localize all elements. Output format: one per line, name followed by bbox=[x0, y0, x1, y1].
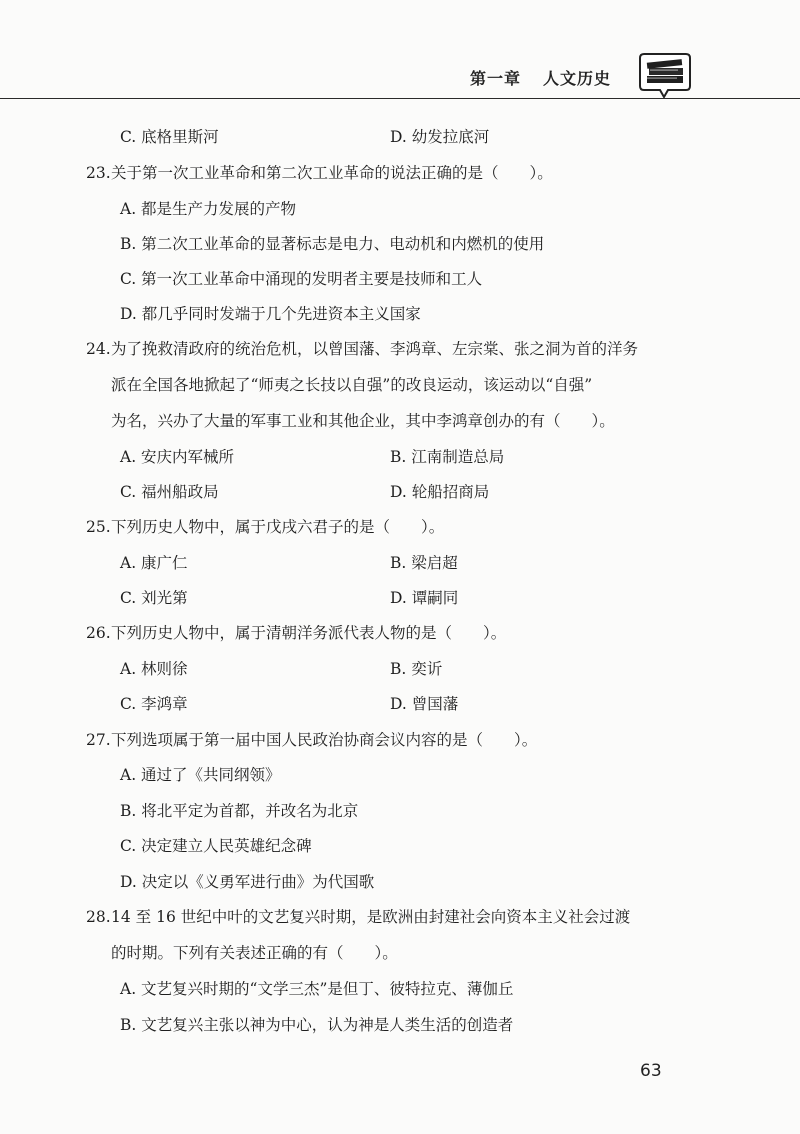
option-c: C. 第一次工业革命中涌现的发明者主要是技师和工人 bbox=[120, 270, 483, 288]
question-text: 下列选项属于第一届中国人民政治协商会议内容的是（ ）。 bbox=[111, 731, 538, 749]
question-text: 的时期。下列有关表述正确的有（ ）。 bbox=[111, 944, 398, 962]
header-rule bbox=[0, 98, 800, 99]
question-number: 25. bbox=[86, 518, 111, 536]
question-text: 下列历史人物中，属于戊戌六君子的是（ ）。 bbox=[111, 518, 445, 536]
books-icon bbox=[638, 52, 692, 100]
option-a: A. 安庆内军械所 bbox=[120, 448, 235, 466]
option-a: A. 通过了《共同纲领》 bbox=[120, 766, 281, 784]
option-d: D. 谭嗣同 bbox=[390, 589, 459, 607]
chapter-heading bbox=[470, 66, 611, 89]
question-text: 关于第一次工业革命和第二次工业革命的说法正确的是（ ）。 bbox=[111, 164, 553, 182]
option-b: B. 将北平定为首都，并改名为北京 bbox=[120, 802, 359, 820]
question-text: 14 至 16 世纪中叶的文艺复兴时期，是欧洲由封建社会向资本主义社会过渡 bbox=[111, 908, 631, 926]
option-c: C. 刘光第 bbox=[120, 589, 188, 607]
option-a: A. 都是生产力发展的产物 bbox=[120, 200, 297, 218]
question-number: 27. bbox=[86, 731, 111, 749]
question-text: 派在全国各地掀起了“师夷之长技以自强”的改良运动，该运动以“自强” bbox=[111, 376, 593, 394]
question-text: 下列历史人物中，属于清朝洋务派代表人物的是（ ）。 bbox=[111, 624, 507, 642]
option-b: B. 梁启超 bbox=[390, 554, 458, 572]
question-number: 28. bbox=[86, 908, 111, 926]
question-number: 24. bbox=[86, 340, 111, 358]
option-c: C. 底格里斯河 bbox=[120, 128, 219, 146]
option-b: B. 第二次工业革命的显著标志是电力、电动机和内燃机的使用 bbox=[120, 235, 545, 253]
option-b: B. 文艺复兴主张以神为中心，认为神是人类生活的创造者 bbox=[120, 1016, 514, 1034]
option-c: C. 福州船政局 bbox=[120, 483, 219, 501]
question-text: 为名，兴办了大量的军事工业和其他企业，其中李鸿章创办的有（ ）。 bbox=[111, 412, 615, 430]
question-number: 23. bbox=[86, 164, 111, 182]
option-c: C. 决定建立人民英雄纪念碑 bbox=[120, 837, 312, 855]
question-number: 26. bbox=[86, 624, 111, 642]
option-a: A. 康广仁 bbox=[120, 554, 188, 572]
chapter-title: 人文历史 bbox=[543, 69, 612, 88]
page-number: 63 bbox=[640, 1061, 662, 1081]
option-a: A. 文艺复兴时期的“文学三杰”是但丁、彼特拉克、薄伽丘 bbox=[120, 980, 514, 998]
option-b: B. 江南制造总局 bbox=[390, 448, 505, 466]
question-text: 为了挽救清政府的统治危机，以曾国藩、李鸿章、左宗棠、张之洞为首的洋务 bbox=[111, 340, 639, 358]
option-c: C. 李鸿章 bbox=[120, 695, 188, 713]
option-d: D. 都几乎同时发端于几个先进资本主义国家 bbox=[120, 305, 421, 323]
option-d: D. 决定以《义勇军进行曲》为代国歌 bbox=[120, 873, 375, 891]
option-d: D. 轮船招商局 bbox=[390, 483, 490, 501]
option-a: A. 林则徐 bbox=[120, 660, 188, 678]
option-d: D. 幼发拉底河 bbox=[390, 128, 490, 146]
chapter-label: 第一章 bbox=[470, 69, 522, 88]
option-d: D. 曾国藩 bbox=[390, 695, 459, 713]
option-b: B. 奕䜣 bbox=[390, 660, 443, 678]
